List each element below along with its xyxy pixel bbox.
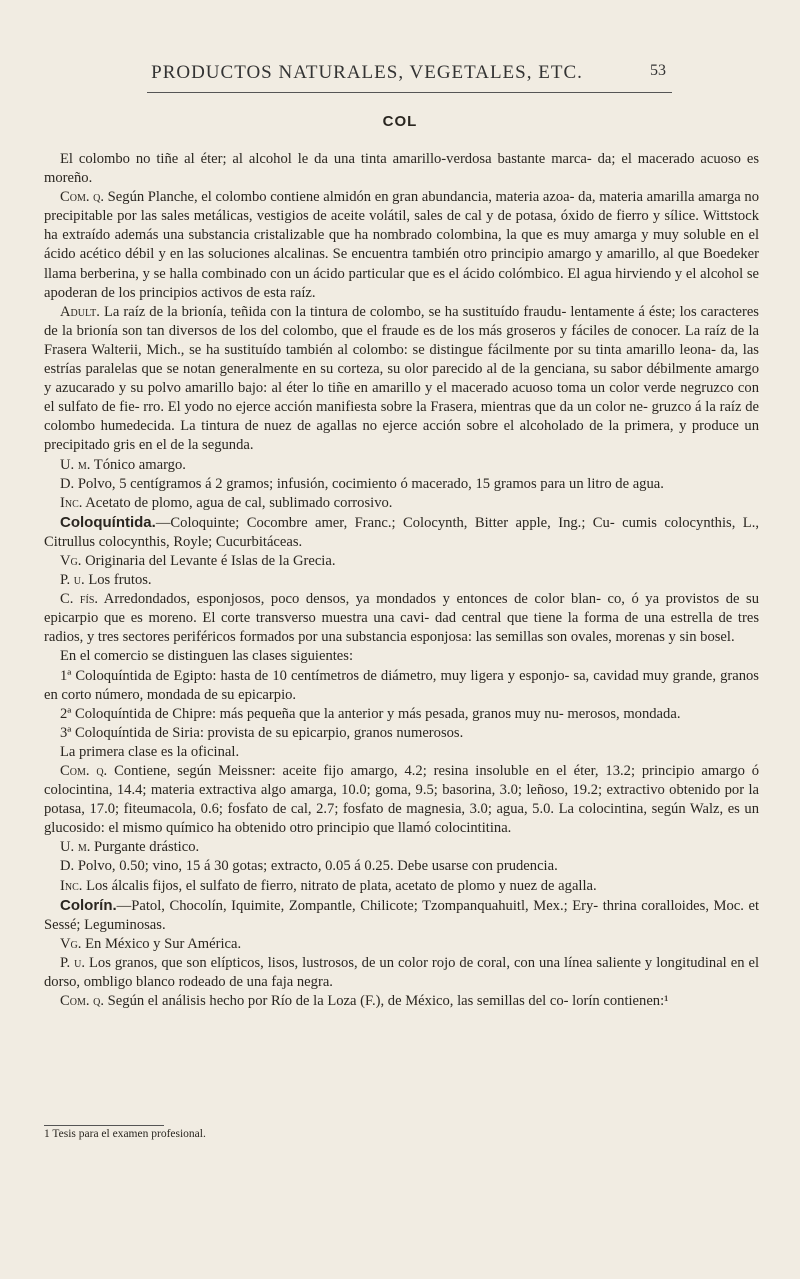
paragraph-text: La primera clase es la oficinal. bbox=[60, 743, 240, 760]
paragraph-text: 1ª Coloquíntida de Egipto: hasta de 10 centímetros de diámetro, muy ligera y esponjo- sa, cavidad muy grande, granos en corto número, mondada de su epicarpio. bbox=[44, 667, 759, 703]
paragraph bbox=[44, 762, 759, 838]
entry-label: Com. q. bbox=[60, 189, 105, 206]
paragraph-text: El colombo no tiñe al éter; al alcohol le da una tinta amarillo-verdosa bastante marca- da; el macerado acuoso es moreño. bbox=[44, 151, 759, 187]
paragraph-text: Los frutos. bbox=[88, 572, 152, 589]
entry-label: P. u. bbox=[60, 572, 85, 589]
paragraph-text: Según Planche, el colombo contiene almidón en gran abundancia, materia azoa- da, materia amarilla amarga no precipitable por las sales metálicas, vestigios de aceite volátil, sales de cal y de potasa, óxido de fierro y sílice. Wittstock ha extraído además una substancia cristalizable que ha nombrado colombina, la que es muy amarga y muy soluble en el ácido acético débil y en las soluciones alcalinas. Se encuentra también otro principio amargo y amarillo, al que Boedeker llama berberina, y se halla combinado con un ácido particular que es el ácido colómbico. El agua hirviendo y el alcohol se apoderan de los principios activos de esta raíz. bbox=[44, 189, 759, 301]
paragraph bbox=[44, 857, 759, 876]
entry-label: D. bbox=[60, 858, 75, 875]
running-title: PRODUCTOS NATURALES, VEGETALES, ETC. bbox=[151, 62, 583, 83]
paragraph bbox=[44, 954, 759, 992]
entry-label: Inc. bbox=[60, 877, 83, 894]
paragraph bbox=[44, 743, 759, 762]
paragraph-text: La raíz de la brionía, teñida con la tintura de colombo, se ha sustituído fraudu- lentamente á éste; los caracteres de la brionía son tan diversos de los del colombo, que el fraude es de los más groseros y fáciles de conocer. La raíz de la Frasera Walterii, Mich., se ha sustituído también al colombo: se distingue fácilmente por su tinta amarillo leona- da, las estrías paralelas que se notan generalmente en su corteza, su olor parecido al de la genciana, su sabor débilmente amargo y azucarado y su polvo amarillo bajo: al éter lo tiñe en amarillo y el macerado acuoso toma un color verde negruzco con el sulfato de fie- rro. El yodo no ejerce acción manifiesta sobre la Frasera, mientras que da un color ne- gruzco á la raíz de colombo humedecida. La tintura de nuez de agallas no ejerce acción sobre el alcoholado de la primera, y produce un precipitado gris en el de la segunda. bbox=[44, 303, 759, 454]
paragraph bbox=[44, 935, 759, 954]
paragraph-text: —Patol, Chocolín, Iquimite, Zompantle, Chilicote; Tzompanquahuitl, Mex.; Ery- thrina coralloides, Moc. et Sessé; Leguminosas. bbox=[44, 897, 759, 933]
header-rule bbox=[147, 92, 672, 93]
paragraph-text: Contiene, según Meissner: aceite fijo amargo, 4.2; resina insoluble en el éter, 13.2; principio amargo ó colocintina, 14.4; materia extractiva algo amarga, 10.0; goma, 9.5; basorina, 3.0; leñoso, 19.2; extractivo obtenido por la potasa, 17.0; fiteumacola, 0.6; fosfato de cal, 2.7; fosfato de magnesia, 3.0; agua, 5.0. La colocintina, según Walz, es un glucosido: el mismo químico ha obtenido otro principio que llamó colocintitina. bbox=[44, 763, 760, 837]
paragraph bbox=[44, 667, 759, 705]
paragraph-text: Acetato de plomo, agua de cal, sublimado corrosivo. bbox=[85, 494, 393, 511]
entry-label: U. m. bbox=[60, 839, 91, 856]
entry-label: Com. q. bbox=[60, 763, 108, 779]
entry-label: D. bbox=[60, 475, 75, 492]
body-text bbox=[44, 150, 759, 1011]
footnote-rule bbox=[44, 1125, 164, 1126]
entry-keyword: Coloquíntida. bbox=[60, 513, 156, 531]
paragraph bbox=[44, 647, 759, 666]
entry-label: Com. q. bbox=[60, 993, 105, 1010]
entry-label: Inc. bbox=[60, 494, 83, 511]
paragraph bbox=[44, 303, 759, 456]
paragraph-text: 3ª Coloquíntida de Siria: provista de su epicarpio, granos numerosos. bbox=[60, 724, 464, 741]
page-number: 53 bbox=[650, 62, 666, 79]
paragraph-text: 2ª Coloquíntida de Chipre: más pequeña que la anterior y más pesada, granos muy nu- merosos, mondada. bbox=[60, 705, 681, 722]
entry-label: P. u. bbox=[60, 954, 85, 971]
paragraph bbox=[44, 150, 759, 188]
paragraph bbox=[44, 896, 759, 935]
entry-label: Vg. bbox=[60, 935, 82, 952]
running-head bbox=[0, 62, 800, 90]
paragraph-text: Polvo, 5 centígramos á 2 gramos; infusión, cocimiento ó macerado, 15 gramos para un litro de agua. bbox=[77, 475, 664, 492]
paragraph-text: Según el análisis hecho por Río de la Loza (F.), de México, las semillas del co- lorín contienen:¹ bbox=[107, 993, 669, 1010]
paragraph-text: Los granos, que son elípticos, lisos, lustrosos, de un color rojo de coral, con una línea saliente y longitudinal en el dorso, ombligo blanco rodeado de una faja negra. bbox=[44, 954, 759, 991]
footnote: 1 Tesis para el examen profesional. bbox=[44, 1128, 206, 1140]
entry-keyword: Colorín. bbox=[60, 896, 117, 914]
section-title: COL bbox=[382, 113, 418, 130]
paragraph-text: En México y Sur América. bbox=[85, 935, 242, 952]
paragraph-text: —Coloquinte; Cocombre amer, Franc.; Colocynth, Bitter apple, Ing.; Cu- cumis colocynthis, L., Citrullus colocynthis, Royle; Cucurbitáceas. bbox=[44, 514, 759, 550]
paragraph bbox=[44, 494, 759, 513]
paragraph bbox=[44, 838, 759, 857]
paragraph bbox=[44, 475, 759, 494]
entry-label: U. m. bbox=[60, 456, 91, 473]
paragraph bbox=[44, 571, 759, 590]
entry-label: Adult. bbox=[60, 303, 100, 320]
paragraph bbox=[44, 188, 759, 303]
paragraph-text: Purgante drástico. bbox=[94, 839, 200, 856]
paragraph-text: En el comercio se distinguen las clases siguientes: bbox=[60, 648, 354, 665]
paragraph bbox=[44, 705, 759, 724]
paragraph-text: Arredondados, esponjosos, poco densos, ya mondados y entonces de color blan- co, ó ya provistos de su epicarpio que es moreno. El corte transverso muestra una cavi- dad central que tiene la forma de una estrella de tres radios, y tres sectores periféricos formados por una substancia esponjosa: las semillas son ovales, morenas y sin bosel. bbox=[44, 591, 759, 646]
paragraph-text: Los álcalis fijos, el sulfato de fierro, nitrato de plata, acetato de plomo y nuez de agalla. bbox=[86, 877, 597, 894]
paragraph-text: Polvo, 0.50; vino, 15 á 30 gotas; extracto, 0.05 á 0.25. Debe usarse con prudencia. bbox=[77, 858, 558, 875]
entry-label: Vg. bbox=[60, 552, 82, 569]
entry-label: C. fís. bbox=[60, 591, 99, 608]
paragraph-text: Originaria del Levante é Islas de la Grecia. bbox=[85, 552, 336, 569]
paragraph-text: Tónico amargo. bbox=[93, 456, 186, 473]
paragraph bbox=[44, 877, 759, 896]
paragraph bbox=[44, 590, 759, 647]
paragraph bbox=[44, 724, 759, 743]
paragraph bbox=[44, 992, 759, 1011]
paragraph bbox=[44, 513, 759, 552]
paragraph bbox=[44, 456, 759, 475]
paragraph bbox=[44, 552, 759, 571]
